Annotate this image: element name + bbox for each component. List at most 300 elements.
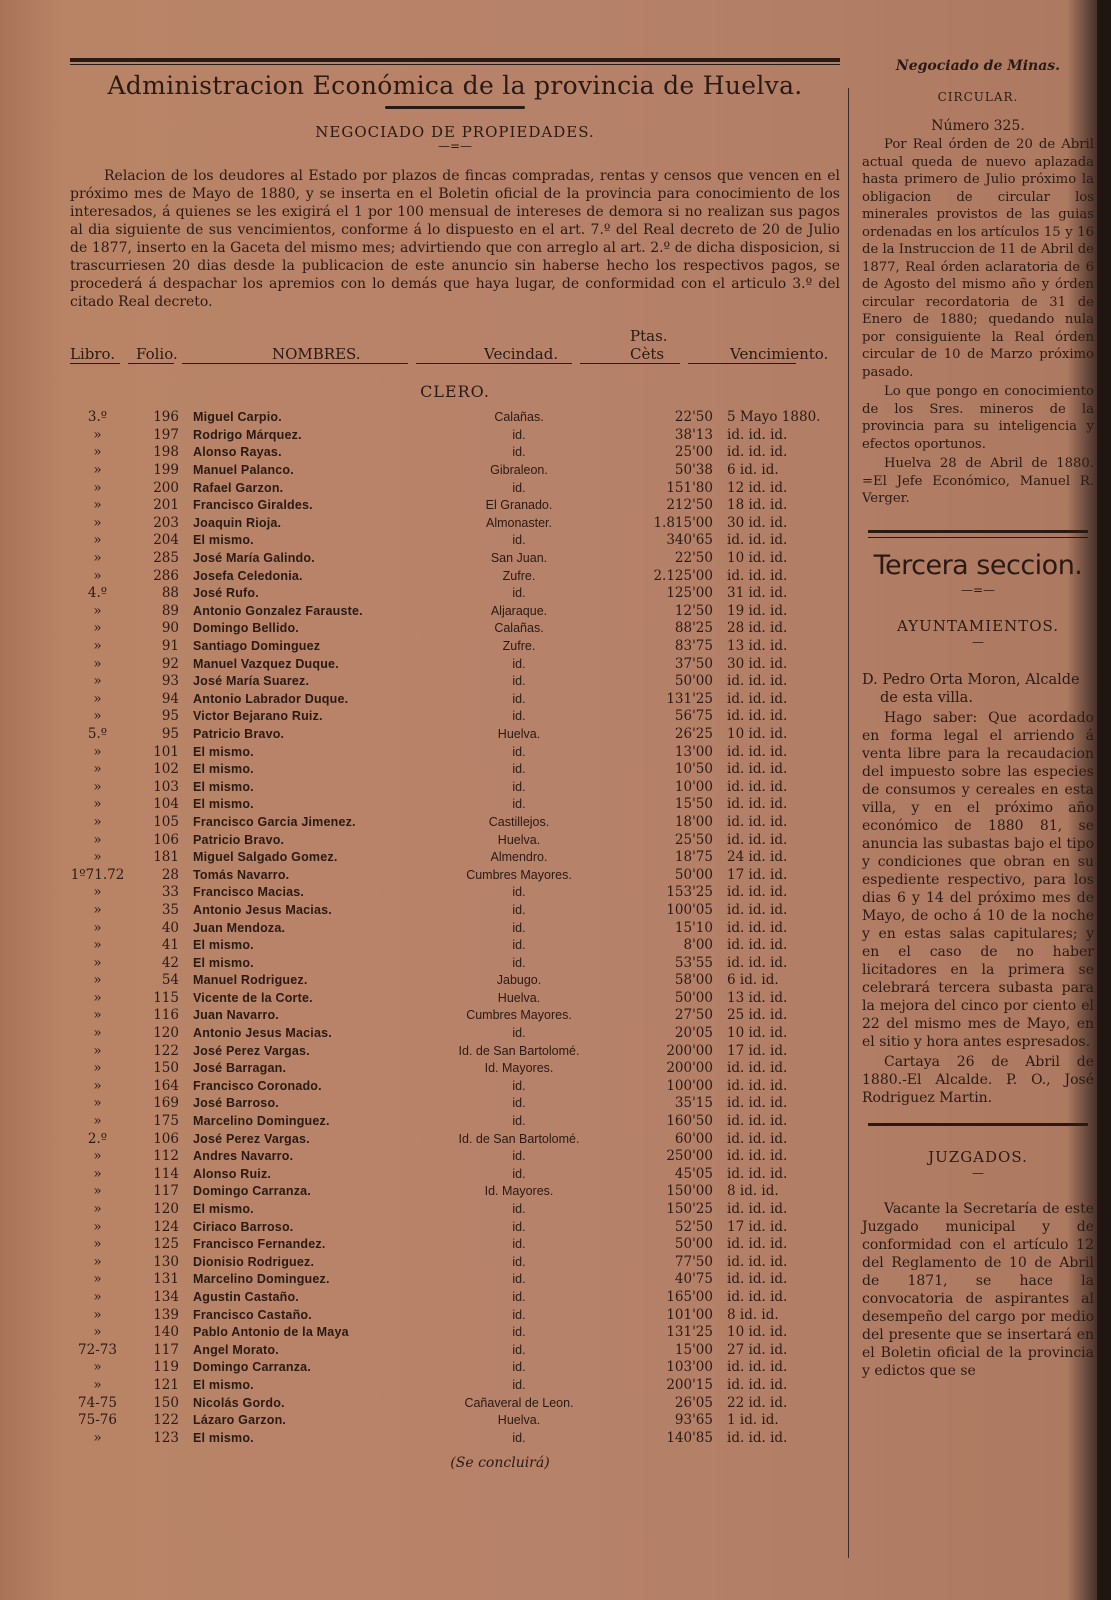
amount-cell: 10'50 — [674, 761, 713, 778]
name-cell: Nicolás Gordo. — [193, 1395, 285, 1410]
libro-cell: » — [93, 1324, 102, 1341]
libro-cell: » — [93, 1376, 102, 1393]
col-vecindad: Vecindad. — [484, 345, 559, 363]
vencimiento-cell: id. id. id. — [727, 1130, 788, 1147]
amount-cell: 131'25 — [666, 1324, 713, 1341]
vecindad-cell: id. — [512, 1289, 526, 1304]
vecindad-cell: Cumbres Mayores. — [466, 1008, 572, 1023]
name-cell: Victor Bejarano Ruiz. — [193, 709, 323, 724]
vencimiento-cell: id. id. id. — [727, 761, 788, 778]
folio-cell: 101 — [153, 743, 179, 760]
vencimiento-cell: id. id. id. — [727, 444, 788, 461]
vencimiento-cell: id. id. id. — [727, 778, 788, 795]
amount-cell: 131'25 — [666, 690, 713, 707]
name-cell: Joaquin Rioja. — [193, 515, 282, 530]
amount-cell: 200'15 — [666, 1376, 713, 1393]
amount-cell: 22'50 — [674, 550, 713, 567]
vencimiento-cell: id. id. id. — [727, 708, 788, 725]
libro-cell: » — [93, 1359, 102, 1376]
vecindad-cell: Id. Mayores. — [484, 1184, 554, 1199]
folio-cell: 203 — [153, 514, 179, 531]
name-cell: Antonio Gonzalez Farauste. — [193, 603, 363, 618]
table-row — [70, 1218, 854, 1236]
subheading-dash: —=— — [437, 139, 473, 153]
libro-cell: » — [93, 673, 102, 690]
table-row — [70, 937, 854, 955]
amount-cell: 20'05 — [674, 1025, 713, 1042]
table-row — [70, 532, 854, 550]
vencimiento-cell: 28 id. id. — [727, 620, 788, 637]
libro-cell: » — [93, 954, 102, 971]
folio-cell: 112 — [153, 1148, 179, 1165]
vencimiento-cell: 13 id. id. — [727, 989, 788, 1006]
amount-cell: 140'85 — [666, 1429, 713, 1446]
vencimiento-cell: 10 id. id. — [727, 1324, 788, 1341]
folio-cell: 88 — [161, 585, 179, 602]
ayuntamientos-header: D. Pedro Orta Moron, Alcalde de esta villa. — [862, 671, 1080, 706]
vecindad-cell: id. — [512, 955, 526, 970]
libro-cell: » — [93, 638, 102, 655]
ayuntamientos-paragraph: Hago saber: Que acordado en forma legal el arriendo á venta libre para la recaudacion del impuesto sobre las especies de consumos y cereales en esta villa, y en el próximo año económico de 1880 81, se anuncia las subastas bajo el tipo y condiciones que obran en su espediente respectivo, para los dias 6 y 14 del próximo mes de Mayo, de ocho á 10 de la noche y en estas salas capitulares; y en el caso de no haber licitadores en la primera se celebrará tercera subasta para la mejora del cinco por ciento el 22 del mismo mes de Mayo, en el sitio y hora antes espresados. — [862, 709, 1094, 1050]
libro-cell: » — [93, 1148, 102, 1165]
juzgados-paragraph: Vacante la Secretaría de este Juzgado municipal y de conformidad con el artículo 12 del Reglamento de 10 de Abril de 1871, se hace la convocatoria de aspirantes al desempeño del cargo por medio del presente que se insertará en el Boletin oficial de la provincia y edictos que se — [862, 1200, 1094, 1379]
amount-cell: 13'00 — [674, 743, 713, 760]
amount-cell: 150'00 — [666, 1183, 713, 1200]
libro-cell: » — [93, 444, 102, 461]
table-row — [70, 1113, 854, 1131]
vencimiento-cell: 13 id. id. — [727, 638, 788, 655]
folio-cell: 33 — [161, 884, 179, 901]
table-row — [70, 708, 854, 726]
folio-cell: 197 — [153, 426, 179, 443]
vencimiento-cell: id. id. id. — [727, 813, 788, 830]
folio-cell: 169 — [153, 1095, 179, 1112]
name-cell: Tomás Navarro. — [193, 867, 290, 882]
table-row — [70, 409, 854, 427]
name-cell: Domingo Carranza. — [193, 1360, 311, 1375]
vecindad-cell: San Juan. — [490, 551, 548, 566]
vecindad-cell: id. — [512, 1342, 526, 1357]
amount-cell: 15'10 — [674, 919, 713, 936]
vecindad-cell: id. — [512, 1360, 526, 1375]
vencimiento-cell: 17 id. id. — [727, 1218, 788, 1235]
libro-cell: » — [93, 778, 102, 795]
table-row — [70, 972, 854, 990]
vecindad-cell: Jabugo. — [496, 973, 542, 988]
ayuntamientos-dash: — — [972, 634, 984, 649]
folio-cell: 196 — [153, 409, 179, 426]
amount-cell: 10'00 — [674, 778, 713, 795]
libro-cell: » — [93, 1095, 102, 1112]
vencimiento-cell: 8 id. id. — [727, 1183, 779, 1200]
vencimiento-cell: id. id. id. — [727, 743, 788, 760]
vecindad-cell: id. — [512, 1149, 526, 1164]
vencimiento-cell: 10 id. id. — [727, 725, 788, 742]
vecindad-cell: id. — [512, 744, 526, 759]
vencimiento-cell: 8 id. id. — [727, 1306, 779, 1323]
libro-cell: » — [93, 479, 102, 496]
folio-cell: 117 — [153, 1341, 179, 1358]
name-cell: El mismo. — [193, 1377, 254, 1392]
libro-cell: » — [93, 1218, 102, 1235]
table-row — [70, 427, 854, 445]
libro-cell: 4.º — [87, 585, 108, 602]
juzgados-dash: — — [972, 1165, 984, 1180]
vencimiento-cell: id. id. id. — [727, 1148, 788, 1165]
vencimiento-cell: id. id. id. — [727, 1271, 788, 1288]
libro-cell: » — [93, 1113, 102, 1130]
vencimiento-cell: id. id. id. — [727, 796, 788, 813]
folio-cell: 201 — [153, 497, 179, 514]
name-cell: Francisco Garcia Jimenez. — [193, 814, 356, 829]
table-row — [70, 1254, 854, 1272]
amount-cell: 50'00 — [674, 673, 713, 690]
vecindad-cell: id. — [512, 709, 526, 724]
amount-cell: 40'75 — [674, 1271, 713, 1288]
table-row — [70, 585, 854, 603]
name-cell: Antonio Labrador Duque. — [193, 691, 349, 706]
vecindad-cell: id. — [512, 1430, 526, 1445]
col-rule — [580, 363, 680, 364]
vencimiento-cell: 27 id. id. — [727, 1341, 788, 1358]
vecindad-cell: id. — [512, 1202, 526, 1217]
libro-cell: » — [93, 831, 102, 848]
libro-cell: » — [93, 1007, 102, 1024]
name-cell: Francisco Coronado. — [193, 1078, 322, 1093]
table-row — [70, 673, 854, 691]
name-cell: José Perez Vargas. — [193, 1043, 310, 1058]
name-cell: Juan Mendoza. — [193, 920, 286, 935]
table-row — [70, 603, 854, 621]
amount-cell: 103'00 — [666, 1359, 713, 1376]
vencimiento-cell: 17 id. id. — [727, 1042, 788, 1059]
amount-cell: 37'50 — [674, 655, 713, 672]
table-row — [70, 638, 854, 656]
name-cell: Rodrigo Márquez. — [193, 427, 302, 442]
name-cell: José María Suarez. — [193, 674, 310, 689]
vencimiento-cell: id. id. id. — [727, 532, 788, 549]
name-cell: Andres Navarro. — [193, 1149, 294, 1164]
vecindad-cell: Id. de San Bartolomé. — [458, 1131, 580, 1146]
table-row — [70, 990, 854, 1008]
amount-cell: 26'25 — [674, 725, 713, 742]
name-cell: Francisco Castaño. — [193, 1307, 312, 1322]
name-cell: El mismo. — [193, 744, 254, 759]
libro-cell: » — [93, 426, 102, 443]
folio-cell: 105 — [153, 813, 179, 830]
libro-cell: » — [93, 813, 102, 830]
vencimiento-cell: 5 Mayo 1880. — [727, 409, 821, 426]
folio-cell: 120 — [153, 1201, 179, 1218]
amount-cell: 250'00 — [666, 1148, 713, 1165]
vecindad-cell: Almonaster. — [485, 515, 552, 530]
name-cell: José Barroso. — [193, 1096, 279, 1111]
vencimiento-cell: id. id. id. — [727, 1236, 788, 1253]
name-cell: Pablo Antonio de la Maya — [193, 1325, 349, 1340]
table-row — [70, 1078, 854, 1096]
libro-cell: 5.º — [87, 725, 108, 742]
libro-cell: » — [93, 1183, 102, 1200]
vecindad-cell: id. — [512, 1166, 526, 1181]
vencimiento-cell: 30 id. id. — [727, 655, 788, 672]
name-cell: Manuel Palanco. — [193, 463, 294, 478]
name-cell: El mismo. — [193, 955, 254, 970]
folio-cell: 92 — [161, 655, 179, 672]
folio-cell: 150 — [153, 1060, 179, 1077]
table-row — [70, 1095, 854, 1113]
amount-cell: 15'50 — [674, 796, 713, 813]
col-nombres: NOMBRES. — [272, 345, 361, 363]
vecindad-cell: Gibraleon. — [490, 463, 548, 478]
vecindad-cell: El Granado. — [485, 498, 553, 513]
vencimiento-cell: 10 id. id. — [727, 1025, 788, 1042]
table-row — [70, 1042, 854, 1060]
vecindad-cell: id. — [512, 762, 526, 777]
libro-cell: » — [93, 761, 102, 778]
name-cell: Rafael Garzon. — [193, 480, 284, 495]
page-edge-shadow — [1097, 0, 1111, 1600]
name-cell: Ciriaco Barroso. — [193, 1219, 294, 1234]
libro-cell: 74-75 — [78, 1394, 117, 1411]
amount-cell: 77'50 — [674, 1253, 713, 1270]
vencimiento-cell: id. id. id. — [727, 1429, 788, 1446]
folio-cell: 134 — [153, 1288, 179, 1305]
table-row — [70, 1130, 854, 1148]
name-cell: El mismo. — [193, 797, 254, 812]
tercera-dash: —=— — [960, 582, 996, 597]
name-cell: Alonso Rayas. — [193, 445, 282, 460]
vencimiento-cell: 18 id. id. — [727, 497, 788, 514]
vecindad-cell: Huelva. — [497, 990, 541, 1005]
vecindad-cell: Cañaveral de Leon. — [464, 1395, 574, 1410]
name-cell: Manuel Vazquez Duque. — [193, 656, 339, 671]
folio-cell: 175 — [153, 1113, 179, 1130]
vencimiento-cell: id. id. id. — [727, 567, 788, 584]
col-rule — [70, 363, 120, 364]
vecindad-cell: Huelva. — [497, 726, 541, 741]
folio-cell: 124 — [153, 1218, 179, 1235]
vecindad-cell: Zufre. — [502, 639, 536, 654]
amount-cell: 45'05 — [674, 1165, 713, 1182]
vecindad-cell: id. — [512, 938, 526, 953]
libro-cell: » — [93, 514, 102, 531]
amount-cell: 100'00 — [666, 1077, 713, 1094]
folio-cell: 89 — [161, 602, 179, 619]
table-row — [70, 1060, 854, 1078]
folio-cell: 54 — [161, 972, 179, 989]
name-cell: Patricio Bravo. — [193, 832, 285, 847]
libro-cell: » — [93, 1165, 102, 1182]
table-row — [70, 1025, 854, 1043]
name-cell: Francisco Giraldes. — [193, 498, 313, 513]
vencimiento-cell: id. id. id. — [727, 1165, 788, 1182]
ayuntamientos-heading: AYUNTAMIENTOS. — [896, 616, 1060, 635]
libro-cell: » — [93, 919, 102, 936]
name-cell: Josefa Celedonia. — [193, 568, 303, 583]
table-row — [70, 831, 854, 849]
col-rule — [416, 363, 572, 364]
folio-cell: 90 — [161, 620, 179, 637]
name-cell: Marcelino Dominguez. — [193, 1272, 330, 1287]
name-cell: Antonio Jesus Macias. — [193, 902, 332, 917]
vencimiento-cell: id. id. id. — [727, 1060, 788, 1077]
amount-cell: 50'00 — [674, 1236, 713, 1253]
vecindad-cell: Huelva. — [497, 1413, 541, 1428]
name-cell: Santiago Dominguez — [193, 639, 321, 654]
vencimiento-cell: 19 id. id. — [727, 602, 788, 619]
table-row — [70, 1324, 854, 1342]
folio-cell: 106 — [153, 831, 179, 848]
table-row — [70, 550, 854, 568]
amount-cell: 93'65 — [674, 1412, 713, 1429]
folio-cell: 115 — [153, 989, 179, 1006]
table-row — [70, 1183, 854, 1201]
vecindad-cell: id. — [512, 1219, 526, 1234]
amount-cell: 100'05 — [666, 901, 713, 918]
amount-cell: 2.125'00 — [653, 567, 713, 584]
vencimiento-cell: 24 id. id. — [727, 849, 788, 866]
amount-cell: 8'00 — [683, 937, 713, 954]
table-row — [70, 1429, 854, 1447]
amount-cell: 26'05 — [674, 1394, 713, 1411]
vencimiento-cell: 1 id. id. — [727, 1412, 779, 1429]
libro-cell: » — [93, 849, 102, 866]
amount-cell: 35'15 — [674, 1095, 713, 1112]
libro-cell: » — [93, 708, 102, 725]
folio-cell: 102 — [153, 761, 179, 778]
section-clero: CLERO. — [420, 382, 490, 401]
libro-cell: 1º71.72 — [70, 866, 125, 883]
name-cell: Manuel Rodriguez. — [193, 973, 308, 988]
name-cell: Domingo Bellido. — [193, 621, 299, 636]
main-column — [70, 58, 840, 1588]
amount-cell: 15'00 — [674, 1341, 713, 1358]
amount-cell: 50'00 — [674, 866, 713, 883]
section-rule-thin — [868, 537, 1088, 538]
name-cell: Domingo Carranza. — [193, 1184, 311, 1199]
vencimiento-cell: 22 id. id. — [727, 1394, 788, 1411]
amount-cell: 18'00 — [674, 813, 713, 830]
name-cell: José Barragan. — [193, 1061, 287, 1076]
table-row — [70, 1289, 854, 1307]
libro-cell: » — [93, 1025, 102, 1042]
libro-cell: 2.º — [87, 1130, 108, 1147]
libro-cell: » — [93, 532, 102, 549]
amount-cell: 60'00 — [674, 1130, 713, 1147]
libro-cell: » — [93, 989, 102, 1006]
folio-cell: 139 — [153, 1306, 179, 1323]
column-header-rules — [70, 363, 840, 364]
folio-cell: 119 — [153, 1359, 179, 1376]
name-cell: Miguel Salgado Gomez. — [193, 850, 338, 865]
name-cell: El mismo. — [193, 779, 254, 794]
table-row — [70, 1271, 854, 1289]
folio-cell: 28 — [161, 866, 179, 883]
folio-cell: 120 — [153, 1025, 179, 1042]
folio-cell: 125 — [153, 1236, 179, 1253]
table-row — [70, 655, 854, 673]
col-libro: Libro. — [70, 345, 116, 363]
side-column — [862, 58, 1094, 1588]
libro-cell: 3.º — [87, 409, 108, 426]
vecindad-cell: id. — [512, 1272, 526, 1287]
col-folio: Folio. — [136, 345, 178, 363]
libro-cell: » — [93, 690, 102, 707]
vencimiento-cell: 31 id. id. — [727, 585, 788, 602]
vecindad-cell: Id. Mayores. — [484, 1061, 554, 1076]
vecindad-cell: Cumbres Mayores. — [466, 867, 572, 882]
vecindad-cell: id. — [512, 797, 526, 812]
minas-title: Negociado de Minas. — [895, 58, 1061, 74]
libro-cell: » — [93, 1288, 102, 1305]
vecindad-cell: id. — [512, 1078, 526, 1093]
folio-cell: 181 — [153, 849, 179, 866]
vecindad-cell: id. — [512, 779, 526, 794]
vecindad-cell: Almendro. — [490, 850, 548, 865]
folio-cell: 117 — [153, 1183, 179, 1200]
libro-cell: 75-76 — [78, 1412, 117, 1429]
col-rule — [128, 363, 174, 364]
libro-cell: » — [93, 1042, 102, 1059]
folio-cell: 114 — [153, 1165, 179, 1182]
table-row — [70, 919, 854, 937]
vencimiento-cell: id. id. id. — [727, 1201, 788, 1218]
vencimiento-cell: id. id. id. — [727, 1376, 788, 1393]
folio-cell: 131 — [153, 1271, 179, 1288]
table-row — [70, 902, 854, 920]
libro-cell: » — [93, 1271, 102, 1288]
libro-cell: » — [93, 567, 102, 584]
name-cell: José Perez Vargas. — [193, 1131, 310, 1146]
vecindad-cell: id. — [512, 902, 526, 917]
vencimiento-cell: id. id. id. — [727, 831, 788, 848]
folio-cell: 40 — [161, 919, 179, 936]
folio-cell: 150 — [153, 1394, 179, 1411]
section-rule — [868, 530, 1088, 533]
libro-cell: » — [93, 1201, 102, 1218]
vecindad-cell: id. — [512, 920, 526, 935]
folio-cell: 93 — [161, 673, 179, 690]
name-cell: Marcelino Dominguez. — [193, 1114, 330, 1129]
name-cell: Dionisio Rodriguez. — [193, 1254, 315, 1269]
amount-cell: 22'50 — [674, 409, 713, 426]
amount-cell: 27'50 — [674, 1007, 713, 1024]
vencimiento-cell: 25 id. id. — [727, 1007, 788, 1024]
amount-cell: 101'00 — [666, 1306, 713, 1323]
table-row — [70, 1341, 854, 1359]
name-cell: Agustin Castaño. — [193, 1289, 299, 1304]
table-row — [70, 849, 854, 867]
folio-cell: 91 — [161, 638, 179, 655]
table-row — [70, 778, 854, 796]
table-row — [70, 567, 854, 585]
vencimiento-cell: 6 id. id. — [727, 972, 779, 989]
amount-cell: 200'00 — [666, 1042, 713, 1059]
table-row — [70, 726, 854, 744]
circular-label: CIRCULAR. — [937, 90, 1019, 104]
vecindad-cell: Zufre. — [502, 568, 536, 583]
folio-cell: 94 — [161, 690, 179, 707]
amount-cell: 165'00 — [666, 1288, 713, 1305]
folio-cell: 200 — [153, 479, 179, 496]
tercera-seccion-heading: Tercera seccion. — [873, 549, 1083, 581]
amount-cell: 18'75 — [674, 849, 713, 866]
libro-cell: » — [93, 796, 102, 813]
amount-cell: 151'80 — [666, 479, 713, 496]
vencimiento-cell: 6 id. id. — [727, 462, 779, 479]
table-row — [70, 1166, 854, 1184]
libro-cell: » — [93, 602, 102, 619]
